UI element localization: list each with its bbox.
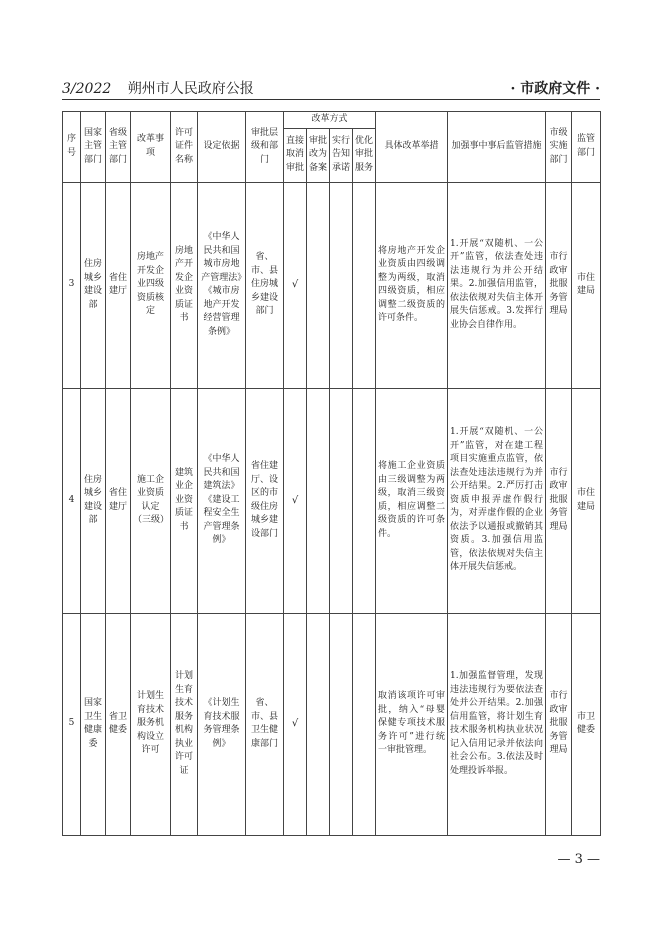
cell-method-commitment: [330, 388, 353, 613]
table-row: [63, 613, 601, 835]
cell-national-dept: 住房城乡建设部: [81, 388, 106, 613]
cell-method-filing: [307, 182, 330, 388]
cell-measures: 将施工企业资质由三级调整为两级，取消三级资质，相应调整二级资质的许可条件。: [376, 388, 448, 613]
cell-legal-basis: 《中华人民共和国城市房地产管理法》《城市房地产开发经营管理条例》: [198, 182, 246, 388]
col-method-filing: 审批改为备案: [307, 128, 330, 182]
reform-table: [62, 111, 601, 836]
cell-national-dept: 住房城乡建设部: [81, 182, 106, 388]
cell-legal-basis: 《中华人民共和国建筑法》《建设工程安全生产管理条例》: [198, 388, 246, 613]
cell-provincial-dept: 省住建厅: [106, 182, 131, 388]
page-number: — 3 —: [557, 852, 600, 867]
cell-measures: 取消该项许可审批，纳入“母婴保健专项技术服务许可”进行统一审批管理。: [376, 613, 448, 835]
cell-supervision: 1.开展“双随机、一公开”监管，对在建工程项目实施重点监管，依法查处违法违规行为并公开结果。2.严厉打击资质申报弄虚作假行为，对弄虚作假的企业依法予以通报或撤销其资质。3.加强信用监管，依法依规对失信主体开展失信惩戒。: [448, 388, 546, 613]
issue-number: 3/2022: [62, 81, 112, 97]
cell-supervise-dept: 市住建局: [572, 388, 601, 613]
table-row: [63, 388, 601, 613]
cell-provincial-dept: 省卫健委: [106, 613, 131, 835]
cell-method-optimize: [353, 613, 376, 835]
col-license-name: 许可证件名称: [171, 112, 198, 183]
col-reform-item: 改革事项: [131, 112, 171, 183]
col-supervision: 加强事中事后监管措施: [448, 112, 546, 183]
col-legal-basis: 设定依据: [198, 112, 246, 183]
cell-provincial-dept: 省住建厅: [106, 388, 131, 613]
col-method-cancel: 直接取消审批: [284, 128, 307, 182]
cell-method-cancel: √: [284, 182, 307, 388]
publication-title: 朔州市人民政府公报: [127, 81, 254, 97]
cell-reform-item: 计划生育技术服务机构设立许可: [131, 613, 171, 835]
col-impl-dept: 市级实施部门: [546, 112, 572, 183]
cell-method-commitment: [330, 613, 353, 835]
col-seq: 序号: [63, 112, 81, 183]
cell-supervise-dept: 市卫健委: [572, 613, 601, 835]
cell-method-commitment: [330, 182, 353, 388]
header-divider: [62, 99, 600, 100]
cell-method-optimize: [353, 182, 376, 388]
cell-seq: 5: [63, 613, 81, 835]
col-measures: 具体改革举措: [376, 112, 448, 183]
cell-seq: 4: [63, 388, 81, 613]
cell-method-cancel: √: [284, 388, 307, 613]
cell-impl-dept: 市行政审批服务管理局: [546, 388, 572, 613]
cell-reform-item: 施工企业资质认定（三级）: [131, 388, 171, 613]
cell-measures: 将房地产开发企业资质由四级调整为两级，取消四级资质，相应调整二级资质的许可条件。: [376, 182, 448, 388]
col-method-commitment: 实行告知承诺: [330, 128, 353, 182]
col-method-optimize: 优化审批服务: [353, 128, 376, 182]
cell-impl-dept: 市行政审批服务管理局: [546, 182, 572, 388]
col-supervise-dept: 监管部门: [572, 112, 601, 183]
cell-method-cancel: √: [284, 613, 307, 835]
cell-supervision: 1.开展“双随机、一公开”监管，依法查处违法违规行为并公开结果。2.加强信用监管，依法依规对失信主体开展失信惩戒。3.发挥行业协会自律作用。: [448, 182, 546, 388]
cell-national-dept: 国家卫生健康委: [81, 613, 106, 835]
col-national-dept: 国家主管部门: [81, 112, 106, 183]
table-row: [63, 182, 601, 388]
cell-license-name: 建筑业企业资质证书: [171, 388, 198, 613]
cell-legal-basis: 《计划生育技术服务管理条例》: [198, 613, 246, 835]
page-header: [62, 76, 600, 100]
cell-seq: 3: [63, 182, 81, 388]
cell-approval-level: 省、市、县卫生健康部门: [246, 613, 284, 835]
cell-supervision: 1.加强监督管理，发现违法违规行为要依法查处并公开结果。2.加强信用监管，将计划生育技术服务机构执业状况记入信用记录并依法向社会公布。3.依法及时处理投诉举报。: [448, 613, 546, 835]
cell-approval-level: 省、市、县住房城乡建设部门: [246, 182, 284, 388]
cell-license-name: 计划生育技术服务机构执业许可证: [171, 613, 198, 835]
col-reform-method: 改革方式: [284, 112, 376, 129]
section-title: · 市政府文件 ·: [510, 81, 600, 97]
header-left: [62, 78, 254, 98]
cell-impl-dept: 市行政审批服务管理局: [546, 613, 572, 835]
cell-supervise-dept: 市住建局: [572, 182, 601, 388]
col-provincial-dept: 省级主管部门: [106, 112, 131, 183]
cell-method-optimize: [353, 388, 376, 613]
cell-method-filing: [307, 613, 330, 835]
col-approval-level: 审批层级和部门: [246, 112, 284, 183]
cell-license-name: 房地产开发企业资质证书: [171, 182, 198, 388]
cell-approval-level: 省住建厅、设区的市级住房城乡建设部门: [246, 388, 284, 613]
cell-reform-item: 房地产开发企业四级资质核定: [131, 182, 171, 388]
cell-method-filing: [307, 388, 330, 613]
